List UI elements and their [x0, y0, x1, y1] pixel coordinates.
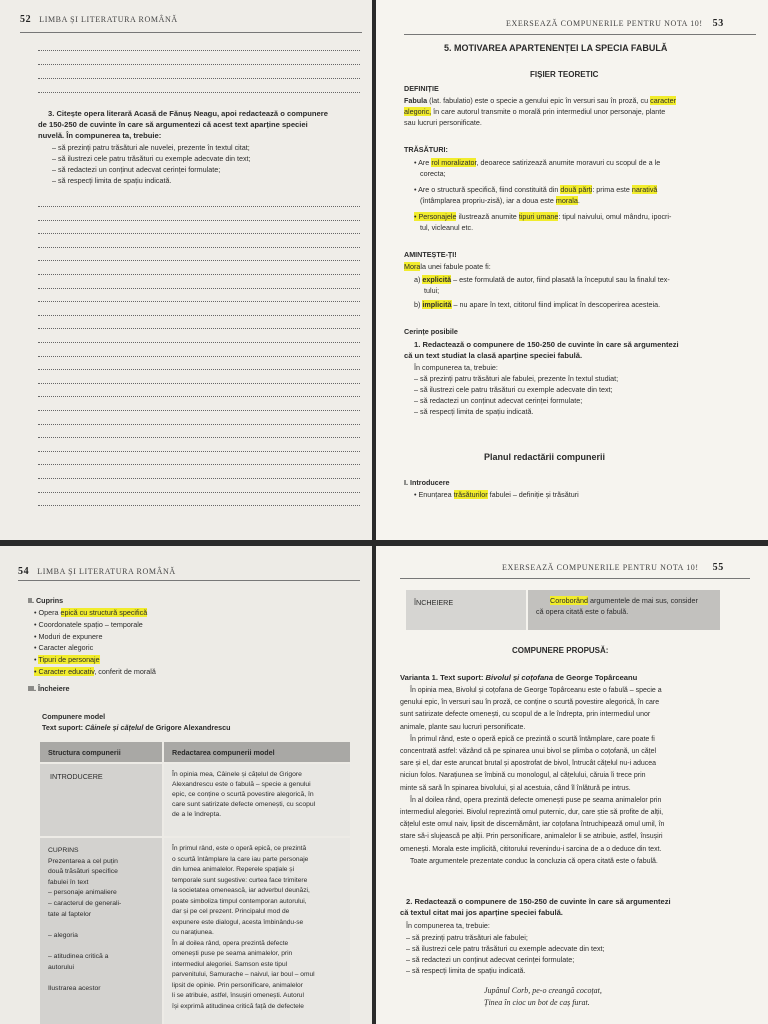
- traits-heading: TRĂSĂTURI:: [404, 145, 448, 154]
- essay-line: sunt satirizate defecte omenești, cu scopul de a le îndrepta, prin intermediul unor: [400, 711, 651, 719]
- page-54: [0, 546, 372, 1024]
- writing-line: [38, 315, 360, 316]
- content-heading: II. Cuprins: [28, 596, 64, 605]
- writing-line: [38, 288, 360, 289]
- task-1-line-2: că un text studiat la clasă aparține speciei fabulă.: [404, 351, 583, 360]
- content-text-line: poate simboliza timpul contemporan autorului,: [172, 897, 307, 905]
- writing-line: [38, 92, 360, 93]
- running-title: EXERSEAZĂ COMPUNERILE PENTRU NOTA 10!: [506, 19, 703, 28]
- definition-heading: DEFINIȚIE: [404, 84, 439, 93]
- essay-line: concentrată astfel: văzând că pe spinarea unui bivol se plimba o coțofană, un cățel: [400, 748, 657, 755]
- explicit-moral-cont: tului;: [424, 286, 440, 295]
- content-label-line: două trăsături specifice: [48, 868, 118, 876]
- conclusion-cell: [406, 590, 526, 630]
- content-text-line: o scurtă întâmplare la care iau parte personaje: [172, 855, 309, 863]
- intro-text-line: epic, ce conține o scurtă povestire alegorică, în: [172, 791, 314, 798]
- definition-line-1: Fabula (lat. fabulatio) este o specie a genului epic în versuri sau în proză, cu caracter: [404, 96, 677, 105]
- content-label-line: – personaje animaliere: [48, 889, 117, 897]
- content-label-line: – caracterul de generali-: [48, 900, 122, 907]
- trait-1: • Are rol moralizator, deoarece satirizează anumite moravuri cu scopul de a le: [414, 158, 661, 167]
- running-title: LIMBA ȘI LITERATURA ROMÂNĂ: [37, 567, 176, 576]
- verse-2: Ținea în cioc un bot de caș furat.: [484, 998, 590, 1007]
- content-text-line: își exprimă atitudinea critică față de defectele: [172, 1002, 304, 1010]
- writing-line: [38, 260, 360, 261]
- explicit-moral: a) explicită – este formulată de autor, fiind plasată la începutul sau la finalul tex-: [414, 275, 670, 284]
- requirement: – să redactezi un conținut adecvat cerinței formulate;: [406, 955, 575, 964]
- writing-line: [38, 220, 360, 221]
- content-text-line: din lumea animalelor. Reperele spațiale și: [172, 866, 295, 873]
- requirement: – să respecți limita de spațiu indicată.: [414, 407, 534, 416]
- content-label-line: tate al faptelor: [48, 910, 92, 918]
- task-1-line-1: 1. Redactează o compunere de 150-250 de cuvinte în care să argumentezi: [414, 340, 679, 349]
- intro-text-line: În opinia mea, Câinele și cățelul de Grigore: [172, 771, 302, 778]
- intro-heading: I. Introducere: [404, 478, 450, 487]
- content-label-line: autorului: [48, 963, 75, 971]
- page-header: [502, 562, 724, 573]
- writing-line: [38, 505, 360, 506]
- page-53: [376, 0, 768, 540]
- content-text-line: li se atribuie, astfel, însușiri omenești. Autorul: [172, 992, 304, 999]
- intro-label: INTRODUCERE: [50, 772, 103, 781]
- writing-line: [38, 437, 360, 438]
- page-number: 55: [712, 562, 724, 573]
- header-rule: [18, 580, 360, 581]
- essay-line: În opinia mea, Bivolul și coțofana de George Topârceanu este o fabulă – specie a: [410, 687, 662, 694]
- requirement: – să prezinți patru trăsături ale fabulei, prezente în textul studiat;: [414, 374, 619, 383]
- writing-line: [38, 478, 360, 479]
- essay-line: sare și el, dar este aruncat brutal și apostrofat de bivol, întrucât cățelul nu-i aducea: [400, 760, 657, 768]
- content-label-line: fabulei în text: [48, 878, 89, 886]
- essay-line: minte să sară în spinarea bivolului, și al acestuia, când îl înlătură pe intrus.: [400, 784, 631, 792]
- content-item: • Coordonatele spațio – temporale: [34, 619, 143, 629]
- task-2-line-2: că textul citat mai jos aparține speciei fabulă.: [400, 908, 563, 917]
- page-number: 54: [18, 566, 30, 577]
- section-title: 5. MOTIVAREA APARTENENȚEI LA SPECIA FABULĂ: [444, 43, 668, 53]
- conclusion-text-1: Coroborând argumentele de mai sus, consider: [550, 596, 698, 605]
- requirement: – să ilustrezi cele patru trăsături cu exemple adecvate din text;: [406, 944, 605, 953]
- writing-line: [38, 342, 360, 343]
- remember-line: Morala unei fabule poate fi:: [404, 262, 491, 271]
- content-text-line: la societatea omenească, iar adverbul deunăzi,: [172, 887, 310, 894]
- page-number: 52: [20, 14, 32, 25]
- task-2-line-3: În compunerea ta, trebuie:: [406, 921, 490, 930]
- content-label-line: Ilustrarea acestor: [48, 984, 101, 992]
- essay-line: genului epic, în versuri sau în proză, ce conține o scurtă povestire alegorică, în care: [400, 699, 660, 707]
- page-55: [376, 546, 768, 1024]
- writing-line: [38, 233, 360, 234]
- content-text-line: expunere este dialogul, acesta îmbinându-se: [172, 918, 304, 926]
- writing-line: [38, 369, 360, 370]
- remember-heading: AMINTEȘTE-ȚI!: [404, 250, 457, 259]
- writing-line: [38, 301, 360, 302]
- essay-line: omenești. Morala este implicită, cititorului revenindu-i sarcina de a o deduce din text.: [400, 845, 662, 853]
- essay-line: În primul rând, este o operă epică ce prezintă o scurtă întâmplare, care poate fi: [410, 735, 655, 743]
- essay-line: animale, plante sau lucruri personificate.: [400, 723, 526, 731]
- task-1-line-3: În compunerea ta, trebuie:: [414, 363, 498, 372]
- page-52: [0, 0, 372, 540]
- trait-3-cont: tul, vicleanul etc.: [420, 223, 474, 232]
- trait-2-cont: (întâmplarea propriu-zisă), iar a doua este morala.: [420, 196, 580, 205]
- task-3-line-1: 3. Citește opera literară Acasă de Fănuș Neagu, apoi redactează o compunere: [48, 109, 328, 118]
- content-text-line: dar și pe cel prezent. Principalul mod de: [172, 908, 290, 915]
- header-rule: [20, 32, 362, 33]
- intro-text-line: Alexandrescu este o fabulă – specie a genului: [172, 781, 311, 788]
- task-3-line-3: nuvelă. În compunerea ta, trebuie:: [38, 131, 162, 140]
- content-item: • Tipuri de personaje: [34, 655, 100, 665]
- trait-2: • Are o structură specifică, fiind constituită din două părți: prima este narativă: [414, 185, 658, 194]
- task-2-line-1: 2. Redactează o compunere de 150-250 de cuvinte în care să argumentezi: [406, 897, 671, 906]
- content-text-line: intermediul alegoriei. Samson este tipul: [172, 960, 288, 968]
- implicit-moral: b) implicită – nu apare în text, cititorul fiind implicat în descoperirea acesteia.: [414, 300, 661, 309]
- writing-line: [38, 410, 360, 411]
- requirement: – să prezinți patru trăsături ale nuvelei, prezente în textul citat;: [52, 143, 250, 152]
- content-label-line: Prezentarea a cel puțin: [48, 857, 118, 865]
- variant-heading: Varianta 1. Text suport: Bivolul și coțofana de George Topârceanu: [400, 673, 638, 682]
- essay-line: cățelul este omul naiv, lipsit de discernământ, iar coțofana întruchipează omul umil, în: [400, 821, 665, 829]
- col-writing-label: Redactarea compunerii model: [172, 748, 275, 757]
- content-text-line: lipsit de opinie. Prin personificare, animalelor: [172, 981, 303, 989]
- essay-line: În al doilea rând, opera prezintă defecte omenești puse pe seama animalelor prin: [410, 796, 662, 804]
- running-title: LIMBA ȘI LITERATURA ROMÂNĂ: [39, 15, 178, 24]
- proposed-title: COMPUNERE PROPUSĂ:: [512, 646, 609, 655]
- writing-line: [38, 356, 360, 357]
- content-text-line: omenești puse pe seama animalelor, prin: [172, 950, 293, 957]
- writing-line: [38, 78, 360, 79]
- content-text-line: temporale sunt sugestive: curtea face trimitere: [172, 876, 308, 884]
- essay-line: stare să-i slujească pe alții. Prin personificare, animalelor li se atribuie, astfel, însușiri: [400, 833, 663, 841]
- writing-line: [38, 492, 360, 493]
- content-text-line: parvenitului, Samurache – naivul, iar boul – omul: [172, 971, 315, 978]
- writing-line: [38, 206, 360, 207]
- content-item: • Caracter alegoric: [34, 643, 94, 653]
- content-label-line: – alegoria: [48, 931, 78, 939]
- requirement: – să respecți limita de spațiu indicată.: [52, 176, 172, 185]
- support-text: Text suport: Câinele și cățelul de Grigore Alexandrescu: [42, 723, 231, 732]
- essay-line: intermediul alegoriei. Bivolul reprezintă omul puternic, dur, care știe să profite de alții,: [400, 809, 664, 816]
- requirement: – să ilustrezi cele patru trăsături cu exemple adecvate din text;: [414, 385, 613, 394]
- conclusion-text-2: că opera citată este o fabulă.: [536, 607, 629, 616]
- page-header: [20, 14, 178, 25]
- content-item: • Opera epică cu structură specifică: [34, 608, 148, 617]
- page-header: [18, 566, 176, 577]
- writing-line: [38, 396, 360, 397]
- col-structure-label: Structura compunerii: [48, 748, 121, 757]
- conclusion-heading: III. Încheiere: [28, 684, 70, 693]
- writing-line: [38, 451, 360, 452]
- definition-line-3: sau lucruri personificate.: [404, 118, 482, 127]
- intro-text-line: de a le îndrepta.: [172, 811, 222, 818]
- trait-3: • Personajele ilustrează anumite tipuri umane: tipul naivului, omul mândru, ipocri-: [414, 212, 672, 221]
- model-heading: Compunere model: [42, 712, 106, 721]
- content-text-line: În primul rând, este o operă epică, ce prezintă: [172, 845, 307, 852]
- writing-line: [38, 247, 360, 248]
- task-3-line-2: de 150-250 de cuvinte în care să argumentezi că acest text aparține speciei: [38, 120, 308, 129]
- section-subtitle: FIȘIER TEORETIC: [530, 70, 599, 79]
- trait-1-cont: corecta;: [420, 169, 446, 178]
- requirement: – să prezinți patru trăsături ale fabulei;: [406, 933, 528, 942]
- content-text-line: cu narațiunea.: [172, 929, 214, 936]
- page-number: 53: [712, 18, 724, 29]
- content-label-line: – atitudinea critică a: [48, 953, 109, 960]
- essay-line: Toate argumentele prezentate conduc la concluzia că opera citată este o fabulă.: [410, 857, 658, 865]
- content-item: • Moduri de expunere: [34, 631, 103, 641]
- running-title: EXERSEAZĂ COMPUNERILE PENTRU NOTA 10!: [502, 563, 699, 572]
- writing-line: [38, 274, 360, 275]
- requirement: – să ilustrezi cele patru trăsături cu exemple adecvate din text;: [52, 154, 251, 163]
- verse-1: Jupânul Corb, pe-o creangă cocoțat,: [484, 986, 602, 995]
- page-header: [506, 18, 724, 29]
- content-item: • Caracter educativ, conferit de morală: [34, 667, 156, 676]
- writing-line: [38, 464, 360, 465]
- content-label-line: CUPRINS: [48, 847, 79, 854]
- writing-line: [38, 424, 360, 425]
- requirements-heading: Cerințe posibile: [404, 327, 458, 336]
- requirement: – să redactezi un conținut adecvat cerinței formulate;: [52, 165, 221, 174]
- writing-line: [38, 50, 360, 51]
- writing-line: [38, 328, 360, 329]
- essay-line: niciun folos. Narațiunea se îmbină cu monologul, al cățelului, căruia îi trece prin: [400, 772, 646, 780]
- conclusion-label: ÎNCHEIERE: [414, 598, 454, 607]
- header-rule: [404, 34, 756, 35]
- content-text-line: În al doilea rând, opera prezintă defecte: [172, 939, 289, 947]
- intro-line: • Enunțarea trăsăturilor fabulei – definiție și trăsături: [414, 490, 579, 499]
- plan-title: Planul redactării compunerii: [484, 452, 606, 462]
- writing-line: [38, 383, 360, 384]
- requirement: – să redactezi un conținut adecvat cerinței formulate;: [414, 396, 583, 405]
- header-rule: [400, 578, 750, 579]
- requirement: – să respecți limita de spațiu indicată.: [406, 966, 526, 975]
- writing-line: [38, 64, 360, 65]
- definition-line-2: alegoric, în care autorul transmite o morală prin intermediul unor personaje, plante: [404, 107, 666, 116]
- intro-text-line: care sunt satirizate defecte omenești, cu scopul: [172, 801, 316, 808]
